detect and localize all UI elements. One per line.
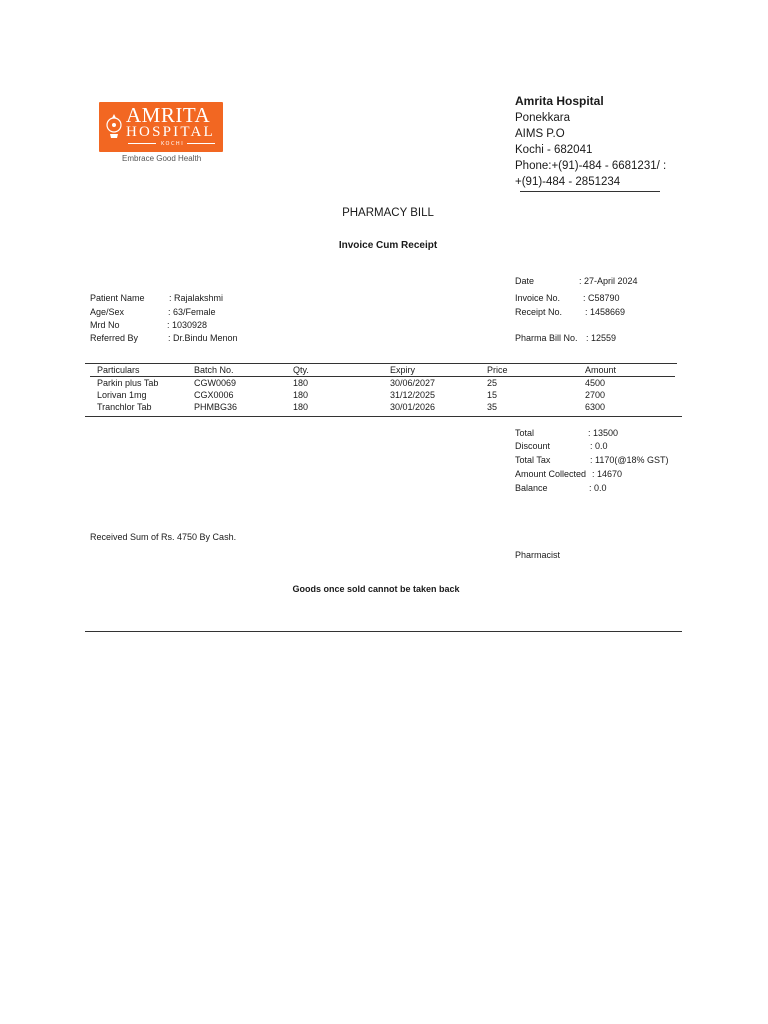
column-header-amount: Amount: [585, 365, 617, 375]
phone-line: Phone:+(91)-484 - 6681231/ :: [515, 160, 667, 172]
cell-qty: 180: [293, 402, 309, 412]
table-bottom-rule: [85, 416, 682, 417]
return-policy-note: Goods once sold cannot be taken back: [292, 584, 460, 594]
cell-particulars: Lorivan 1mg: [97, 390, 147, 400]
cell-qty: 180: [293, 378, 309, 388]
hospital-name: Amrita Hospital: [515, 94, 604, 108]
receipt-no-value: : 1458669: [585, 307, 626, 317]
cell-expiry: 30/06/2027: [390, 378, 436, 388]
cell-price: 25: [487, 378, 498, 388]
date-value: : 27-April 2024: [579, 276, 638, 286]
table-top-rule: [85, 363, 677, 364]
cell-amount: 2700: [585, 390, 606, 400]
amount-collected-value: : 14670: [592, 469, 623, 479]
pharma-bill-label: Pharma Bill No.: [515, 333, 578, 343]
cell-particulars: Parkin plus Tab: [97, 378, 159, 388]
address-line: Kochi - 682041: [515, 144, 593, 156]
column-header-batch: Batch No.: [194, 365, 234, 375]
document-subtitle: Invoice Cum Receipt: [338, 240, 438, 251]
pharmacist-signature-label: Pharmacist: [515, 550, 561, 560]
age-sex-value: : 63/Female: [168, 307, 216, 317]
column-header-qty: Qty.: [293, 365, 309, 375]
address-line: AIMS P.O: [515, 128, 565, 140]
logo-text-amrita: AMRITA: [126, 103, 211, 127]
mrd-no-label: Mrd No: [90, 320, 120, 330]
cell-particulars: Tranchlor Tab: [97, 402, 152, 412]
emblem-icon: [104, 108, 124, 146]
received-sum-text: Received Sum of Rs. 4750 By Cash.: [90, 532, 237, 542]
cell-batch: CGW0069: [194, 378, 237, 388]
cell-expiry: 30/01/2026: [390, 402, 436, 412]
mrd-no-value: : 1030928: [167, 320, 208, 330]
column-header-price: Price: [487, 365, 508, 375]
cell-price: 15: [487, 390, 498, 400]
total-value: : 13500: [588, 428, 619, 438]
logo-divider: [187, 143, 215, 144]
date-label: Date: [515, 276, 535, 286]
invoice-no-value: : C58790: [583, 293, 620, 303]
logo-tagline: Embrace Good Health: [122, 154, 202, 163]
cell-expiry: 31/12/2025: [390, 390, 436, 400]
cell-amount: 6300: [585, 402, 606, 412]
balance-label: Balance: [515, 483, 548, 493]
total-tax-value: : 1170(@18% GST): [590, 455, 669, 465]
cell-qty: 180: [293, 390, 309, 400]
patient-name-label: Patient Name: [90, 293, 145, 303]
logo-text-kochi: KOCHI: [161, 141, 185, 147]
phone-line: +(91)-484 - 2851234: [515, 176, 621, 188]
discount-value: : 0.0: [590, 441, 608, 451]
logo-divider: [128, 143, 156, 144]
referred-by-label: Referred By: [90, 333, 139, 343]
logo-text-hospital: HOSPITAL: [126, 124, 215, 140]
cell-batch: CGX0006: [194, 390, 234, 400]
document-title: PHARMACY BILL: [342, 207, 434, 219]
invoice-no-label: Invoice No.: [515, 293, 561, 303]
referred-by-value: : Dr.Bindu Menon: [168, 333, 238, 343]
column-header-particulars: Particulars: [97, 365, 140, 375]
hospital-logo: [99, 102, 223, 152]
total-label: Total: [515, 428, 535, 438]
column-header-expiry: Expiry: [390, 365, 416, 375]
amount-collected-label: Amount Collected: [515, 469, 587, 479]
address-divider: [520, 191, 660, 192]
discount-label: Discount: [515, 441, 551, 451]
age-sex-label: Age/Sex: [90, 307, 125, 317]
cell-amount: 4500: [585, 378, 606, 388]
pharma-bill-value: : 12559: [586, 333, 617, 343]
page-end-rule: [85, 631, 682, 632]
address-line: Ponekkara: [515, 112, 570, 124]
total-tax-label: Total Tax: [515, 455, 551, 465]
table-header-rule: [90, 376, 675, 377]
receipt-no-label: Receipt No.: [515, 307, 563, 317]
patient-name-value: : Rajalakshmi: [169, 293, 224, 303]
cell-batch: PHMBG36: [194, 402, 238, 412]
balance-value: : 0.0: [589, 483, 607, 493]
cell-price: 35: [487, 402, 498, 412]
